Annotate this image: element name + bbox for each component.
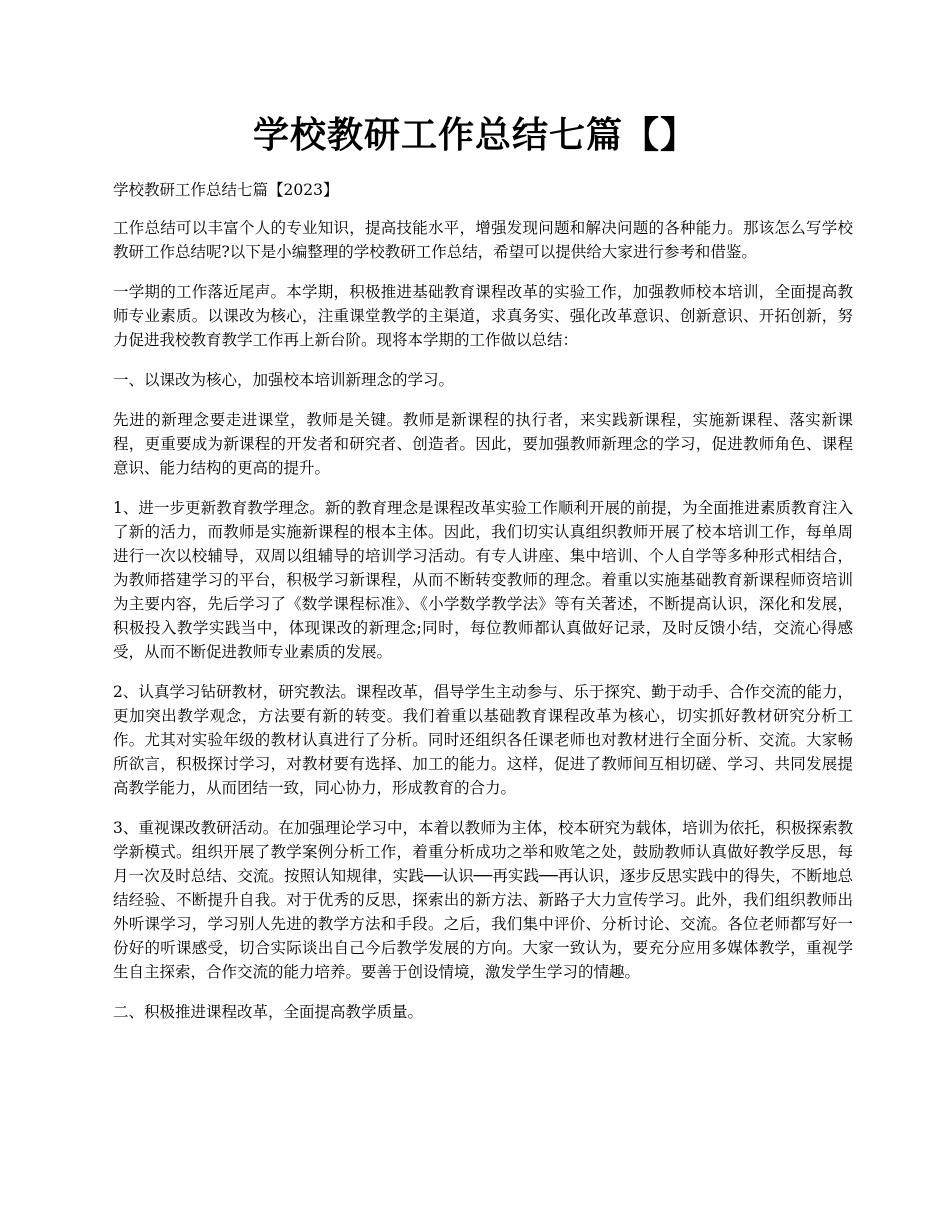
body-paragraph: 1、进一步更新教育教学理念。新的教育理念是课程改革实验工作顺利开展的前提，为全面推进素质教育注入了新的活力，而教师是实施新课程的根本主体。因此，我们切实认真组织教师开展了校本培训工作，每单周进行一次以校辅导，双周以组辅导的培训学习活动。有专人讲座、集中培训、个人自学等多种形式相结合，为教师搭建学习的平台，积极学习新课程，从而不断转变教师的理念。着重以实施基础教育新课程师资培训为主要内容，先后学习了《数学课程标准》、《小学数学教学法》等有关著述，不断提高认识，深化和发展，积极投入教学实践当中，体现课改的新理念;同时，每位教师都认真做好记录，及时反馈小结，交流心得感受，从而不断促进教师专业素质的发展。 [113,499,853,661]
section-heading-two: 二、积极推进课程改革，全面提高教学质量。 [113,1003,424,1021]
document-body [113,178,853,1040]
section-heading-one: 一、以课改为核心，加强校本培训新理念的学习。 [113,371,455,389]
body-paragraph: 3、重视课改教研活动。在加强理论学习中，本着以教师为主体，校本研究为载体，培训为依托，积极探索教学新模式。组织开展了教学案例分析工作，着重分析成功之举和败笔之处，鼓励教师认真做好教学反思，每月一次及时总结、交流。按照认知规律，实践──认识──再实践──再认识，逐步反思实践中的得失，不断地总结经验、不断提升自我。对于优秀的反思，探索出的新方法、新路子大力宣传学习。此外，我们组织教师出外听课学习，学习别人先进的教学方法和手段。之后，我们集中评价、分析讨论、交流。各位老师都写好一份好的听课感受，切合实际谈出自己今后教学发展的方向。大家一致认为，要充分应用多媒体教学，重视学生自主探索，合作交流的能力培养。要善于创设情境，激发学生学习的情趣。 [113,819,853,981]
body-paragraph: 先进的新理念要走进课堂，教师是关键。教师是新课程的执行者，来实践新课程，实施新课程、落实新课程，更重要成为新课程的开发者和研究者、创造者。因此，要加强教师新理念的学习，促进教师角色、课程意识、能力结构的更高的提升。 [113,411,853,477]
overview-paragraph: 一学期的工作落近尾声。本学期，积极推进基础教育课程改革的实验工作，加强教师校本培训，全面提高教师专业素质。以课改为核心，注重课堂教学的主渠道，求真务实、强化改革意识、创新意识、开拓创新，努力促进我校教育教学工作再上新台阶。现将本学期的工作做以总结： [113,283,853,349]
document-title: 学校教研工作总结七篇【】 [252,114,697,156]
subtitle-paragraph: 学校教研工作总结七篇【2023】 [113,181,339,199]
body-paragraph: 2、认真学习钻研教材，研究教法。课程改革，倡导学生主动参与、乐于探究、勤于动手、合作交流的能力，更加突出教学观念，方法要有新的转变。我们着重以基础教育课程改革为核心，切实抓好教材研究分析工作。尤其对实验年级的教材认真进行了分析。同时还组织各任课老师也对教材进行全面分析、交流。大家畅所欲言，积极探讨学习，对教材要有选择、加工的能力。这样，促进了教师间互相切磋、学习、共同发展提高教学能力，从而团结一致，同心协力，形成教育的合力。 [113,683,853,797]
intro-paragraph: 工作总结可以丰富个人的专业知识，提高技能水平，增强发现问题和解决问题的各种能力。那该怎么写学校教研工作总结呢?以下是小编整理的学校教研工作总结，希望可以提供给大家进行参考和借鉴。 [113,219,853,261]
